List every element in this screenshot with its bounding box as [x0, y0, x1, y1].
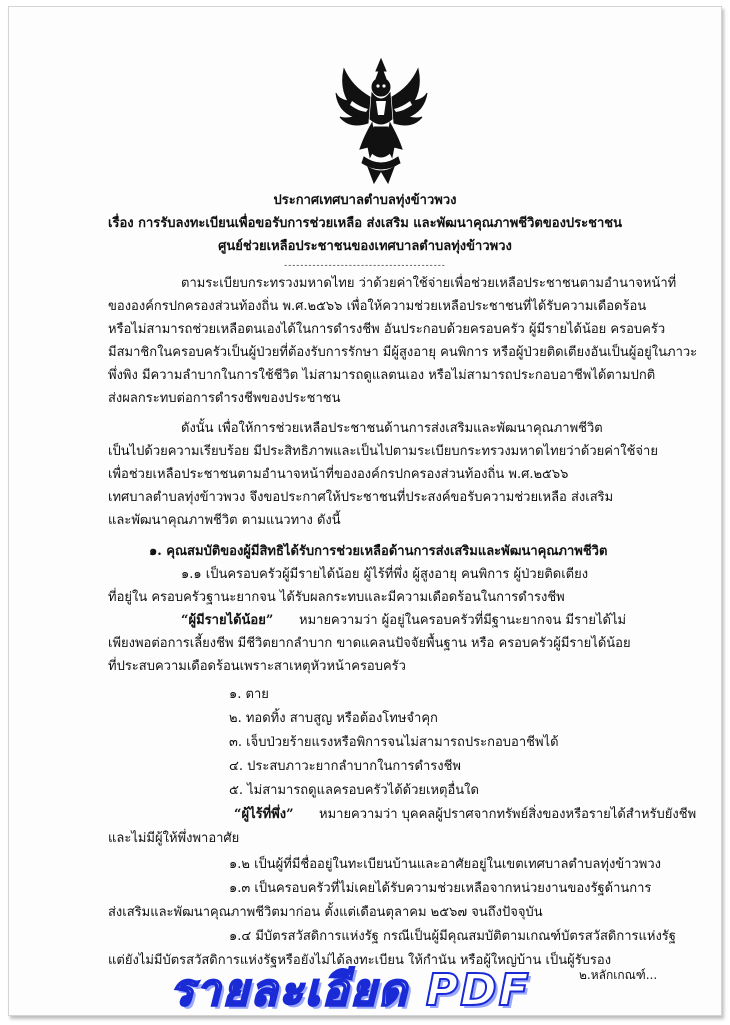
paragraph-2-line: และพัฒนาคุณภาพชีวิต ตามแนวทาง ดังนี้: [108, 513, 341, 528]
paragraph-2-line: เทศบาลตำบลทุ่งข้าวพวง จึงขอประกาศให้ประชาชนที่ประสงค์ขอรับความช่วยเหลือ ส่งเสริม: [108, 490, 614, 505]
document-page: [8, 6, 722, 1016]
cause-item: ๔. ประสบภาวะยากลำบากในการดำรงชีพ: [229, 759, 461, 774]
announcement-subject: เรื่อง การรับลงทะเบียนเพื่อขอรับการช่วยเหลือ ส่งเสริม และพัฒนาคุณภาพชีวิตของประชาชน: [108, 216, 622, 231]
low-income-definition-line: ที่ประสบความเดือดร้อนเพราะสาเหตุหัวหน้าครอบครัว: [108, 659, 406, 674]
garuda-emblem-icon: [334, 57, 429, 187]
paragraph-1-line: พึ่งพิง มีความลำบากในการใช้ชีวิต ไม่สามารถดูแลตนเอง หรือไม่สามารถประกอบอาชีพได้ตามปกติ: [108, 368, 656, 383]
cause-item: ๑. ตาย: [229, 687, 269, 702]
paragraph-1-line: ส่งผลกระทบต่อการดำรงชีพของประชาชน: [108, 391, 341, 406]
item-1-3-line: ๑.๓ เป็นครอบครัวที่ไม่เคยได้รับความช่วยเหลือจากหน่วยงานของรัฐด้านการ: [229, 881, 652, 896]
low-income-term: “ผู้มีรายได้น้อย”: [181, 613, 274, 628]
item-1-4-line: แต่ยังไม่มีบัตรสวัสดิการแห่งรัฐหรือยังไม่ได้ลงทะเบียน ให้กำนัน หรือผู้ใหญ่บ้าน เป็นผู้รับรอง: [108, 953, 612, 968]
low-income-definition-line: หมายความว่า ผู้อยู่ในครอบครัวที่มีฐานะยากจน มีรายได้ไม่: [299, 613, 627, 628]
item-1-1-line: ๑.๑ เป็นครอบครัวผู้มีรายได้น้อย ผู้ไร้ที่พึ่ง ผู้สูงอายุ คนพิการ ผู้ป่วยติดเตียง: [181, 567, 589, 582]
section-1-heading: ๑. คุณสมบัติของผู้มีสิทธิได้รับการช่วยเหลือด้านการส่งเสริมและพัฒนาคุณภาพชีวิต: [149, 544, 608, 559]
paragraph-1-line: หรือไม่สามารถช่วยเหลือตนเองได้ในการดำรงชีพ อันประกอบด้วยครอบครัว ผู้มีรายได้น้อย ครอบครัว: [108, 322, 666, 337]
cause-item: ๓. เจ็บป่วยร้ายแรงหรือพิการจนไม่สามารถประกอบอาชีพได้: [229, 735, 559, 750]
item-1-3-line: ส่งเสริมและพัฒนาคุณภาพชีวิตมาก่อน ตั้งแต่เดือนตุลาคม ๒๕๖๗ จนถึงปัจจุบัน: [108, 905, 543, 920]
cause-item: ๕. ไม่สามารถดูแลครอบครัวได้ด้วยเหตุอื่นใด: [229, 783, 479, 798]
low-income-definition-line: เพียงพอต่อการเลี้ยงชีพ มีชีวิตยากลำบาก ขาดแคลนปัจจัยพื้นฐาน หรือ ครอบครัวผู้มีรายได้น้อย: [108, 636, 631, 651]
announcement-center: ศูนย์ช่วยเหลือประชาชนของเทศบาลตำบลทุ่งข้าวพวง: [218, 239, 512, 254]
homeless-definition-line: และไม่มีผู้ให้พึ่งพาอาศัย: [108, 831, 240, 846]
header-separator: ----------------------------------------: [284, 261, 446, 271]
announcement-title: ประกาศเทศบาลตำบลทุ่งข้าวพวง: [273, 193, 457, 208]
paragraph-2-line: เพื่อช่วยเหลือประชาชนตามอำนาจหน้าที่ขององค์กรปกครองส่วนท้องถิ่น พ.ศ.๒๕๖๖: [108, 467, 569, 482]
paragraph-1-line: ขององค์กรปกครองส่วนท้องถิ่น พ.ศ.๒๕๖๖ เพื่อให้ความช่วยเหลือประชาชนที่ได้รับความเดือดร้อน: [108, 299, 647, 314]
item-1-1-line: ที่อยู่ใน ครอบครัวฐานะยากจน ได้รับผลกระทบและมีความเดือดร้อนในการดำรงชีพ: [108, 590, 565, 605]
paragraph-1-line: ตามระเบียบกระทรวงมหาดไทย ว่าด้วยค่าใช้จ่ายเพื่อช่วยเหลือประชาชนตามอำนาจหน้าที่: [181, 276, 677, 291]
paragraph-2-line: ดังนั้น เพื่อให้การช่วยเหลือประชาชนด้านการส่งเสริมและพัฒนาคุณภาพชีวิต: [181, 421, 603, 436]
paragraph-2-line: เป็นไปด้วยความเรียบร้อย มีประสิทธิภาพและเป็นไปตามระเบียบกระทรวงมหาดไทยว่าด้วยค่าใช้จ่าย: [108, 444, 658, 459]
homeless-definition-line: หมายความว่า บุคคลผู้ปราศจากทรัพย์สิ่งของหรือรายได้สำหรับยังชีพ: [319, 807, 697, 822]
cause-item: ๒. ทอดทิ้ง สาบสูญ หรือต้องโทษจำคุก: [229, 711, 438, 726]
continued-marker: ๒.หลักเกณฑ์...: [579, 968, 658, 982]
item-1-4-line: ๑.๔ มีบัตรสวัสดิการแห่งรัฐ กรณีเป็นผู้มีคุณสมบัติตามเกณฑ์บัตรสวัสดิการแห่งรัฐ: [229, 929, 676, 944]
pdf-details-link[interactable]: รายละเอียด PDF: [170, 965, 531, 1016]
paragraph-1-line: มีสมาชิกในครอบครัวเป็นผู้ป่วยที่ต้องรับการรักษา มีผู้สูงอายุ คนพิการ หรือผู้ป่วยติดเตียงอันเป็นผู้อยู่ในภาวะ: [108, 345, 698, 360]
homeless-term: “ผู้ไร้ที่พึ่ง”: [234, 807, 294, 822]
item-1-2: ๑.๒ เป็นผู้ที่มีชื่ออยู่ในทะเบียนบ้านและอาศัยอยู่ในเขตเทศบาลตำบลทุ่งข้าวพวง: [229, 857, 662, 872]
